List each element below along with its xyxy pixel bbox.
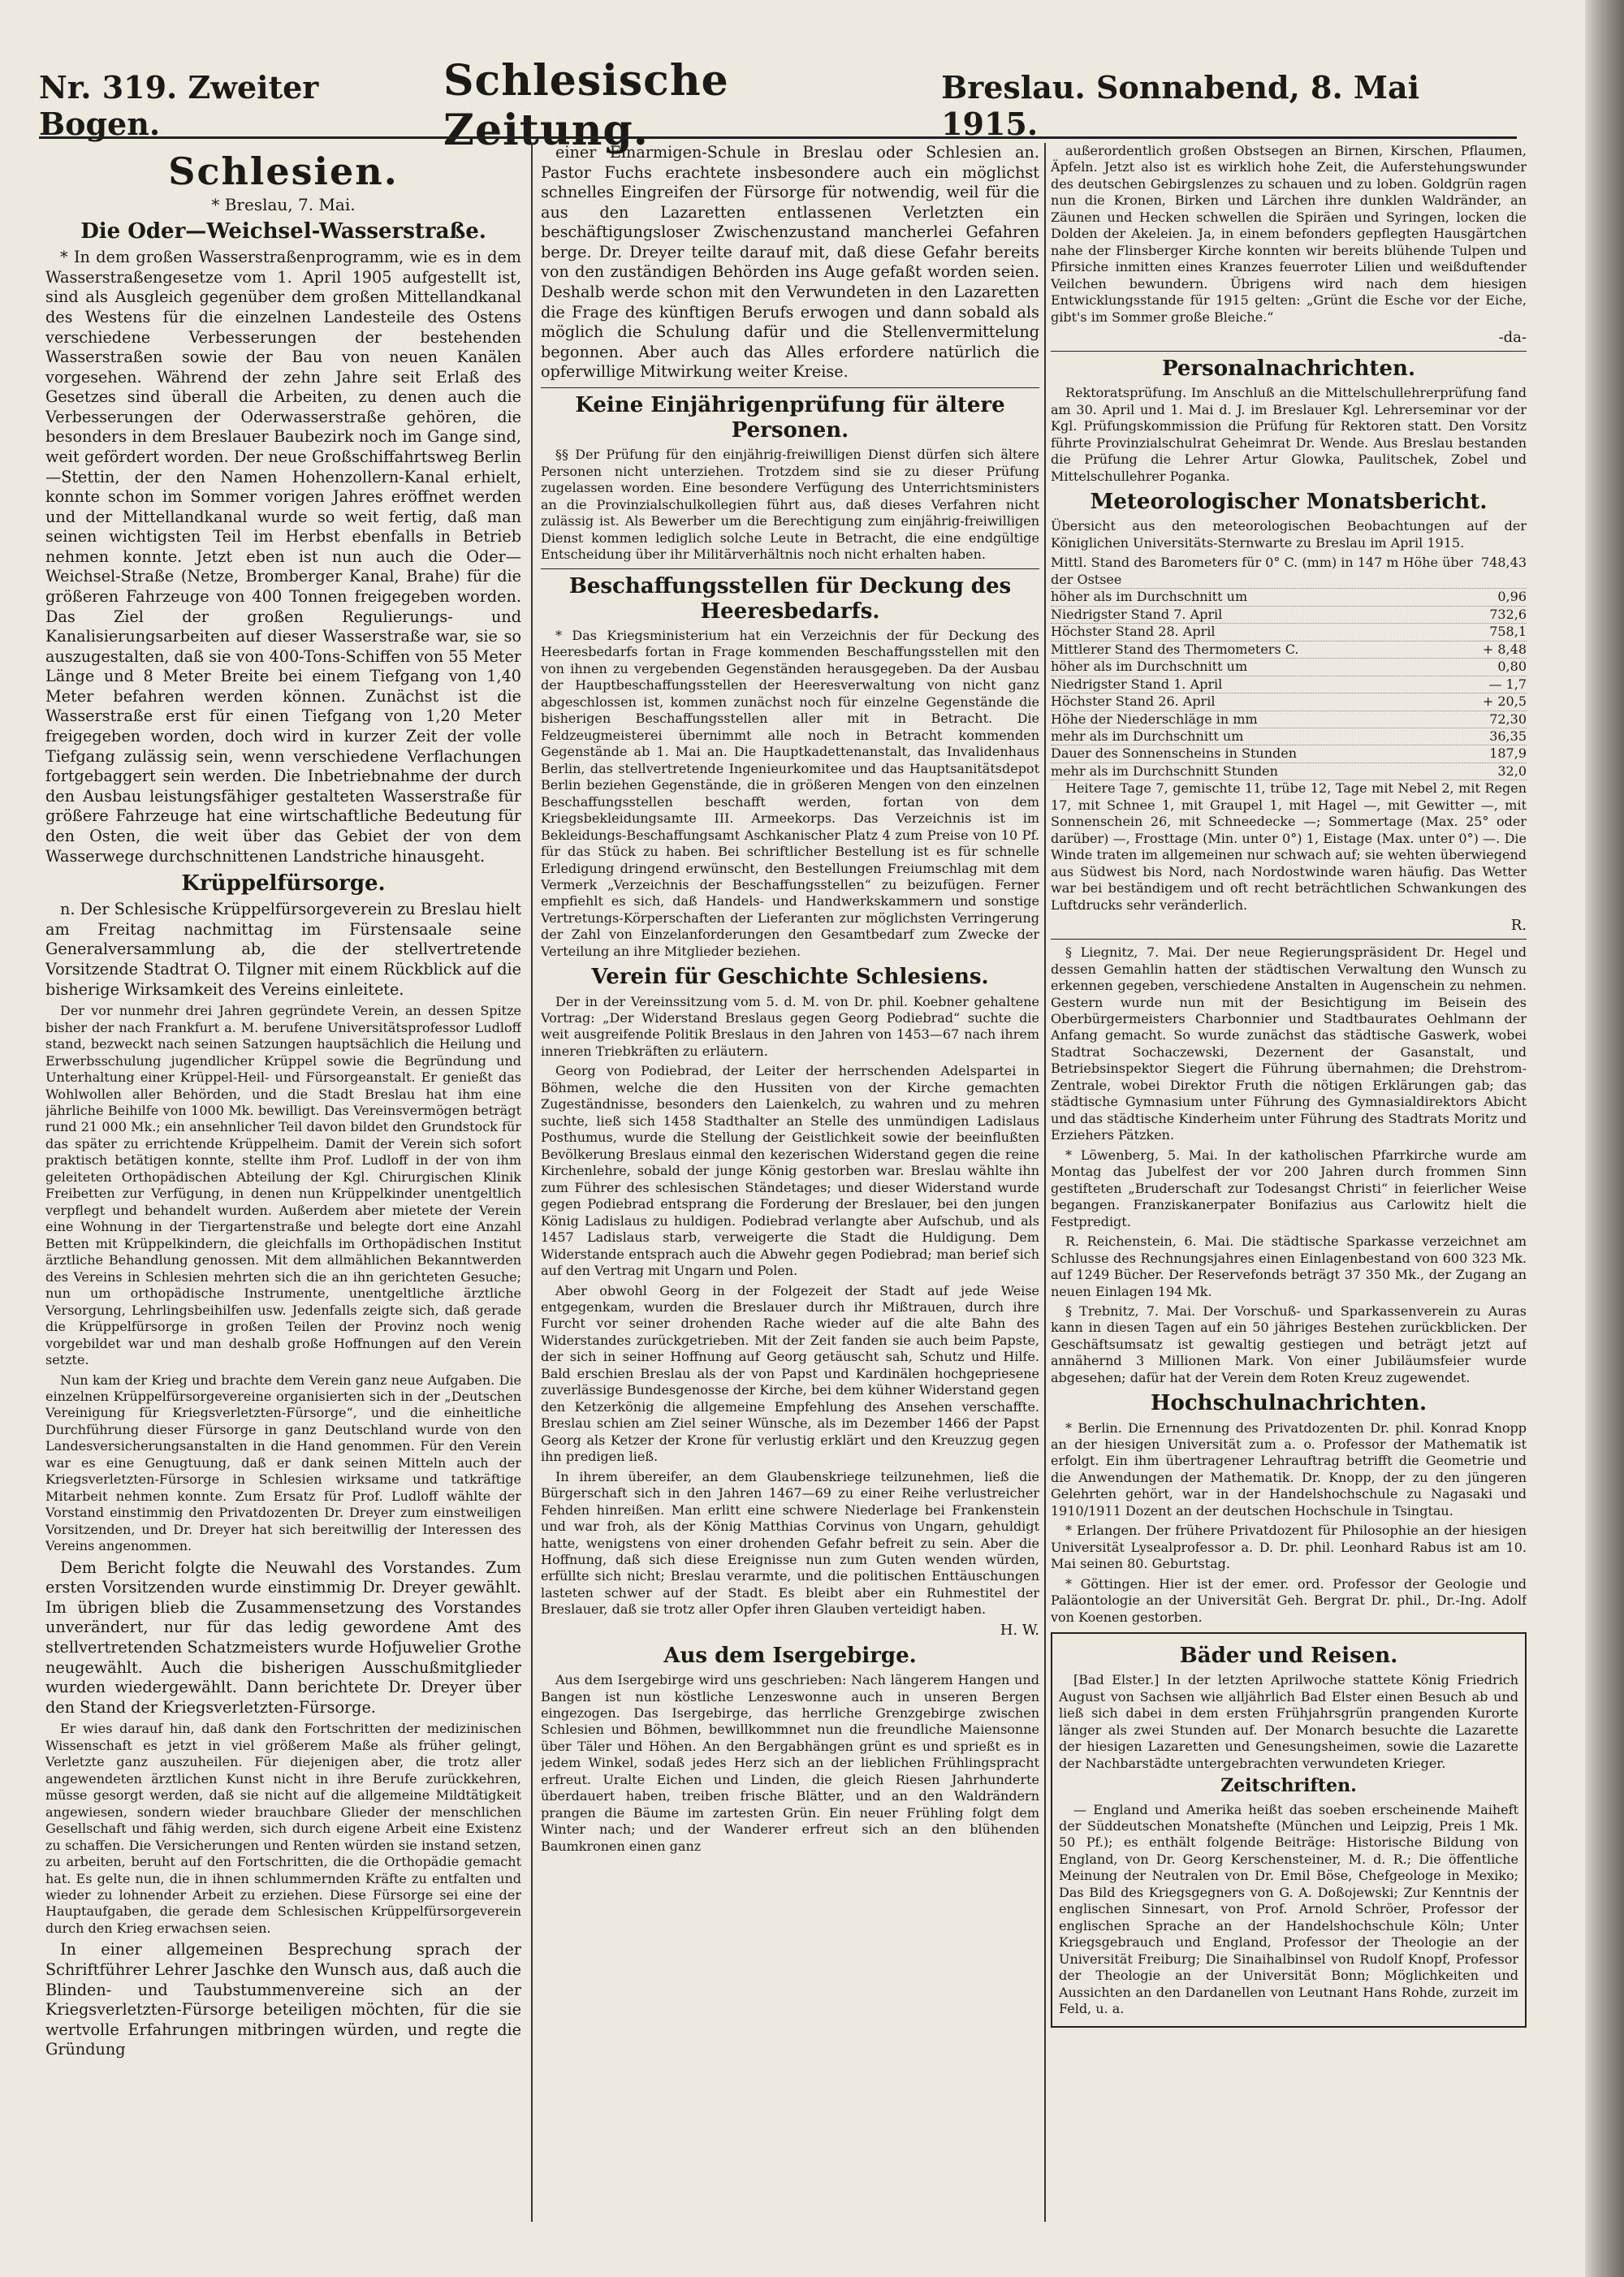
article-paragraph: R. Reichenstein, 6. Mai. Die städtische Sparkasse verzeichnet am Schlusse des Rechnungsjahres einen Einlagenbestand von 600 323 Mk. auf 1249 Bücher. Der Reservefonds beträgt 37 350 Mk., der Zugang an neuen Einlagen 194 Mk. — [1051, 1234, 1527, 1299]
weather-label: Höchster Stand 28. April — [1051, 624, 1216, 640]
article-paragraph: Aber obwohl Georg in der Folgezeit der Stadt auf jede Weise entgegenkam, wurden die Breslauer durch ihr Mißtrauen, durch ihre Furcht vor seiner drohenden Rache wieder auf die alte Bahn des Widerstandes zurückgetrieben. Mit der Zeit fanden sie auch beim Papste, der sich in seiner Hoffnung auf Georg getäuscht sah, Schutz und Hilfe. Bald erschien Breslau als der von Papst und Kardinälen hochgepriesene zuverlässige Bundesgenosse der Kirche, bei dem kühner Widerstand gegen den Ketzerkönig die allgemeine Empfehlung des Ansehen verschaffte. Breslau schien am Ziel seiner Wünsche, als im Dezember 1466 der Papst Georg als Ketzer der Krone für verlustig erklärt und den Kreuzzug gegen ihn predigen ließ. — [541, 1282, 1039, 1465]
weather-row — [1051, 693, 1527, 711]
weather-row — [1051, 555, 1527, 589]
weather-value: 748,43 — [1481, 555, 1527, 571]
weather-value: 72,30 — [1489, 711, 1527, 727]
column-divider — [1044, 143, 1046, 2222]
article-title: Aus dem Isergebirge. — [663, 1643, 917, 1668]
section-heading: Schlesien. — [168, 149, 399, 193]
weather-value: 732,6 — [1489, 606, 1527, 622]
article-title: Die Oder—Weichsel-Wasserstraße. — [80, 219, 486, 244]
weather-row — [1051, 763, 1527, 780]
weather-label: Dauer des Sonnenscheins in Stunden — [1051, 745, 1298, 762]
weather-row — [1051, 624, 1527, 641]
article-paragraph: § Liegnitz, 7. Mai. Der neue Regierungspräsident Dr. Hegel und dessen Gemahlin hatten der städtischen Verwaltung den Wunsch zu erkennen gegeben, verschiedene Anstalten in Augenschein zu nehmen. Gestern wurde nun mit der Besichtigung im Beisein des Oberbürgermeisters Charbonnier und Stadtbaurates Oehlmann der Anfang gemacht. So wurde zunächst das städtische Gaswerk, wobei Stadtrat Sochaczewski, Dezernent der Gasanstalt, und Betriebsinspektor Siegert die Führung übernahmen; die Drehstrom-Zentrale, wobei Direktor Fruth die nötigen Erklärungen gab; das städtische Gymnasium unter Führung des Gymnasialdirektors Abicht und das städtische Kinderheim unter Führung des Stadtrats Moritz und Erziehers Pätzken. — [1051, 944, 1527, 1143]
weather-label: Mittlerer Stand des Thermometers C. — [1051, 641, 1299, 657]
article-paragraph: Dem Bericht folgte die Neuwahl des Vorstandes. Zum ersten Vorsitzenden wurde einstimmig Dr. Dreyer gewählt. Im übrigen blieb die Zusammensetzung des Vorstandes unverändert, nur für das ledig gewordene Amt des stellvertretenden Schatzmeisters wurde Hofjuwelier Grothe neugewählt. Auch die bisherigen Ausschußmitglieder wurden wiedergewählt. Dann berichtete Dr. Dreyer über den Stand der Kriegsverletzten-Fürsorge. — [45, 1558, 521, 1717]
article-title: Meteorologischer Monatsbericht. — [1090, 490, 1488, 515]
article-paragraph: einer Einarmigen-Schule in Breslau oder Schlesien an. Pastor Fuchs erachtete insbesondere auch ein möglichst schnelles Eingreifen der Fürsorge für notwendig, weil für die aus den Lazaretten entlassenen Verletzten ein beschäftigungsloser Zwischenzustand mancherlei Gefahren berge. Dr. Dreyer teilte darauf mit, daß diese Gefahr bereits von den zuständigen Behörden ins Auge gefaßt worden seien. Deshalb werde schon mit den Verwundeten in den Lazaretten die Frage des künftigen Berufs erwogen und dann sobald als möglich die Schulung dafür und die Stellenvermittelung begonnen. Aber auch das Alles erfordere natürlich die opferwillige Mitwirkung weiter Kreise. — [541, 143, 1039, 382]
issue-number: Nr. 319. Zweiter Bogen. — [39, 69, 319, 142]
book-spine — [1585, 0, 1624, 2277]
weather-row — [1051, 745, 1527, 763]
weather-value: + 20,5 — [1482, 693, 1527, 710]
article-paragraph: * Göttingen. Hier ist der emer. ord. Professor der Geologie und Paläontologie an der Universität Geh. Bergrat Dr. phil., Dr.-Ing. Adolf von Koenen gestorben. — [1051, 1575, 1527, 1625]
article-title: Krüppelfürsorge. — [181, 871, 386, 897]
weather-row — [1051, 607, 1527, 624]
article-paragraph: * Löwenberg, 5. Mai. In der katholischen Pfarrkirche wurde am Montag das Jubelfest der vor 200 Jahren durch frommen Sinn gestifteten „Bruderschaft zur Todesangst Christi“ in feierlicher Weise begangen. Franziskanerpater Bonifazius aus Carlowitz hielt die Festpredigt. — [1051, 1147, 1527, 1229]
article-title: Bäder und Reisen. — [1179, 1644, 1398, 1669]
weather-row — [1051, 589, 1527, 606]
article-divider — [1051, 351, 1527, 352]
article-paragraph: — England und Amerika heißt das soeben erscheinende Maiheft der Süddeutschen Monatshefte (München und Leipzig, Preis 1 Mk. 50 Pf.); es enthält folgende Beiträge: Historische Bildung von England, von Dr. Georg Kerschensteiner, M. d. R.; Die öffentliche Meinung der Neutralen von Dr. Emil Böse, Chefgeologe in Mexiko; Das Bild des Kriegsgegners von G. A. Doßojewski; Zur Kenntnis der englischen Sinnesart, von Prof. Arnold Schröer, Professor der englischen Sprache an der Handelshochschule Köln; Unter Kriegsgebrauch und England, Professor der Theologie an der Universität Freiburg; Die Sinaihalbinsel von Rudolf Knopf, Professor der Theologie an der Universität Bonn; Möglichkeiten und Aussichten an den Dardanellen von Leutnant Hans Rohde, zurzeit im Feld, u. a. — [1059, 1801, 1518, 2017]
article-title: Verein für Geschichte Schlesiens. — [591, 965, 989, 990]
weather-intro: Übersicht aus den meteorologischen Beobachtungen auf der Königlichen Universitäts-Sternwarte zu Breslau im April 1915. — [1051, 518, 1527, 551]
weather-row — [1051, 728, 1527, 745]
column-2 — [541, 143, 1039, 2214]
author-signature: R. — [1510, 917, 1527, 935]
weather-report — [1051, 518, 1527, 780]
weather-label: höher als im Durchschnitt um — [1051, 659, 1248, 675]
weather-label: Niedrigster Stand 7. April — [1051, 606, 1223, 622]
weather-value: + 8,48 — [1482, 641, 1527, 657]
article-subtitle: Zeitschriften. — [1220, 1775, 1357, 1797]
article-divider — [541, 568, 1039, 569]
weather-label: Höchster Stand 26. April — [1051, 693, 1216, 710]
weather-label: Niedrigster Stand 1. April — [1051, 676, 1223, 692]
author-signature: -da- — [1498, 329, 1527, 347]
weather-value: 0,96 — [1497, 589, 1527, 605]
article-paragraph: Rektoratsprüfung. Im Anschluß an die Mittelschullehrerprüfung fand am 30. April und 1. Mai d. J. im Breslauer Kgl. Lehrerseminar vor der Kgl. Prüfungskommission die Prüfung für Rektoren statt. Den Vorsitz führte Provinzialschulrat Geheimrat Dr. Wende. Aus Breslau bestanden die Prüfung die Lehrer Artur Glowka, Paulitschek, Zobel und Mittelschullehrer Poganka. — [1051, 385, 1527, 484]
weather-row — [1051, 711, 1527, 728]
article-paragraph: In ihrem übereifer, an dem Glaubenskriege teilzunehmen, ließ die Bürgerschaft sich in den Jahren 1467—69 zu einer Reihe verlustreicher Fehden hinreißen. Man erlitt eine schwere Niederlage bei Frankenstein und war froh, als der König Matthias Corvinus von Ungarn, gehuldigt hatte, wenigstens von einer drohenden Gefahr befreit zu sein. Aber die Hoffnung, daß sich diese Ereignisse nun zum Guten wenden würden, erfüllte sich nicht; Breslau verarmte, und die politischen Enttäuschungen lasteten schwer auf der Stadt. Es bleibt aber ein Ruhmestitel der Breslauer, daß sie trotz aller Opfer ihren Glauben verteidigt haben. — [541, 1468, 1039, 1618]
article-paragraph: Georg von Podiebrad, der Leiter der herrschenden Adelspartei in Böhmen, welche die den Hussiten von der Kirche gemachten Zugeständnisse, besonders den Laienkelch, zu wahren und zu mehren suchte, ließ sich 1458 Stadthalter an Stelle des unmündigen Ladislaus Posthumus, wurde die Stellung der Geistlichkeit sowie der beeinflußten Bevölkerung Breslaus einmal den kezerischen Widerstand gegen die reine Kirchenlehre, sobald der junge König gestorben war. Breslau wählte ihn zum Führer des schlesischen Ständetages; und dieser Widerstand wurde gegen Podiebrad entsprang die Forderung der Breslauer, bei den jungen König Ladislaus zu huldigen. Podiebrad verlangte aber Aufschub, und als 1457 Ladislaus starb, verweigerte die Stadt die Huldigung. Dem Widerstande entsprach auch die Abwehr gegen Podiebrad; man berief sich auf den Vertrag mit Ungarn und Polen. — [541, 1063, 1039, 1279]
article-title: Keine Einjährigenprüfung für ältere Personen. — [575, 392, 1005, 443]
article-title: Personalnachrichten. — [1162, 356, 1415, 382]
article-paragraph: Heitere Tage 7, gemischte 11, trübe 12, Tage mit Nebel 2, mit Regen 17, mit Schnee 1, mit Graupel 1, mit Hagel —, mit Gewitter —, mit Sonnenschein 26, mit Schneedecke —; Sommertage (Max. 25° oder darüber) —, Frosttage (Min. unter 0°) 1, Eistage (Max. unter 0°) —. Die Winde traten im allgemeinen nur schwach auf; sie wehten überwiegend aus Südwest bis Nord, nach Nordostwinde waren häufig. Das Wetter war bei beständigem und oft recht beträchtlichen Schwankungen des Luftdrucks sehr veränderlich. — [1051, 780, 1527, 913]
weather-value: — 1,7 — [1488, 676, 1527, 692]
article-paragraph: * Berlin. Die Ernennung des Privatdozenten Dr. phil. Konrad Knopp an der hiesigen Universität zum a. o. Professor der Mathematik ist erfolgt. Ein ihm übertragener Lehrauftrag betrifft die Geometrie und die Anwendungen der Mathematik. Dr. Knopp, der zu den jüngeren Gelehrten gehört, war in der Handelshochschule zu Nagasaki und 1910/1911 Dozent an der deutschen Hochschule in Tsingtau. — [1051, 1419, 1527, 1519]
article-paragraph: In einer allgemeinen Besprechung sprach der Schriftführer Lehrer Jaschke den Wunsch aus, daß auch die Blinden- und Taubstummenvereine sich an der Kriegsverletzten-Fürsorge beteiligen möchten, für die sie wertvolle Erfahrungen mitbringen würden, und regte die Gründung — [45, 1940, 521, 2059]
column-3 — [1051, 143, 1527, 2214]
column-divider — [531, 143, 533, 2222]
weather-row — [1051, 642, 1527, 659]
article-paragraph: * Erlangen. Der frühere Privatdozent für Philosophie an der hiesigen Universität Lysealprofessor a. D. Dr. phil. Leonhard Rabus ist am 10. Mai seinen 80. Geburtstag. — [1051, 1523, 1527, 1572]
weather-row — [1051, 659, 1527, 676]
author-signature: H. W. — [1000, 1621, 1039, 1639]
article-divider — [541, 387, 1039, 388]
weather-label: mehr als im Durchschnitt Stunden — [1051, 763, 1278, 779]
weather-label: Höhe der Niederschläge in mm — [1051, 711, 1258, 727]
newspaper-title: Schlesische Zeitung. — [443, 56, 729, 155]
weather-label: mehr als im Durchschnitt um — [1051, 728, 1244, 744]
article-divider — [1051, 939, 1527, 940]
article-paragraph: * Das Kriegsministerium hat ein Verzeichnis der für Deckung des Heeresbedarfs fortan in Frage kommenden Beschaffungsstellen mit den von ihnen zu vergebenden Gegenständen herausgegeben. Da der Ausbau der Hauptbeschaffungsstellen der Heeresverwaltung von nicht ganz abgeschlossen ist, kommen zunächst noch für einzelne Gegenstände die bisherigen Beschaffungsstellen aller mit in Betracht. Die Feldzeugmeisterei übernimmt alle noch in Betracht kommenden Gegenstände ab 1. Mai an. Die Hauptkadettenanstalt, das Invalidenhaus Berlin, das stellvertretende Ingenieurkomitee und das Hauptsanitätsdepot Berlin beziehen Gegenstände, die in größeren Mengen von den einzelnen Beschaffungsstellen beschafft werden, fortan von dem Kriegsbekleidungsamte III. Armeekorps. Das Verzeichnis ist im Bekleidungs-Beschaffungsamt Aschkanischer Platz 4 zum Preise von 10 Pf. für das Stück zu haben. Bei schriftlicher Bestellung ist es für schnelle Erledigung dringend erwünscht, den Bestellungen Freiumschlag mit dem Vermerk „Verzeichnis der Beschaffungsstellen“ zu beizufügen. Ferner empfiehlt es sich, daß Handels- und Handwerkskammern und sonstige Vertretungs-Körperschaften der Lieferanten zur möglichsten Verringerung der Zahl von Einzelanforderungen den Gesamtbedarf zum Zwecke der Verteilung an ihre Mitglieder beziehen. — [541, 627, 1039, 959]
article-paragraph: Aus dem Isergebirge wird uns geschrieben: Nach längerem Hangen und Bangen ist nun köstliche Lenzeswonne auch in unseren Bergen eingezogen. Das Isergebirge, das herrliche Grenzgebirge zwischen Schlesien und Böhmen, bewillkommnet nun die freundliche Maiensonne über Täler und Höhen. An den Bergabhängen grünt es und sprießt es in jedem Winkel, sodaß jedes Herz sich an der lieblichen Frühlingspracht erfreut. Uralte Eichen und Linden, die gleich Riesen Jahrhunderte überdauert haben, treiben frische Blätter, und an den Waldrändern prangen die Bäume im zartesten Grün. Ein neuer Frühling folgt dem Winter nach; und der Wanderer erfreut sich an den blühenden Baumkronen einen ganz — [541, 1672, 1039, 1854]
weather-label: höher als im Durchschnitt um — [1051, 589, 1248, 605]
weather-label: Mittl. Stand des Barometers für 0° C. (mm) in 147 m Höhe über der Ostsee — [1051, 555, 1473, 587]
article-paragraph: Der in der Vereinssitzung vom 5. d. M. von Dr. phil. Koebner gehaltene Vortrag: „Der Widerstand Breslaus gegen Georg Podiebrad“ suchte die weit ausgreifende Politik Breslaus in den Jahren von 1453—67 nach ihrem inneren Triebkräften zu erläutern. — [541, 993, 1039, 1059]
article-paragraph: §§ Der Prüfung für den einjährig-freiwilligen Dienst dürfen sich ältere Personen nicht unterziehen. Trotzdem sind sie zu dieser Prüfung zugelassen worden. Eine besondere Verfügung des Unterrichtsministers an die Provinzialschulkollegien führt aus, daß dieses Verfahren nicht zulässig ist. Als Bewerber um die Berechtigung zum einjährig-freiwilligen Dienst kommen lediglich solche Leute in Betracht, die eine endgültige Entscheidung über ihr Militärverhältnis noch nicht erhalten haben. — [541, 447, 1039, 563]
article-paragraph: * In dem großen Wasserstraßenprogramm, wie es in dem Wasserstraßengesetze vom 1. April 1905 aufgestellt ist, sind als Ausgleich gegenüber dem großen Mittellandkanal des Westens für die einzelnen Landesteile des Ostens verschiedene Verbesserungen der bestehenden Wasserstraßen sowie der Bau von neuen Kanälen vorgesehen. Während der zehn Jahre seit Erlaß des Gesetzes sind überall die Arbeiten, zu denen auch die Verbesserungen der Oderwasserstraße gehören, die besonders in dem Breslauer Baubezirk noch im Gange sind, weit gefördert worden. Der neue Großschiffahrtsweg Berlin—Stettin, der den Namen Hohenzollern-Kanal erhielt, konnte schon im Sommer vorigen Jahres eröffnet werden und der Mittellandkanal wurde so weit fertig, daß man seinen wichtigsten Teil im Herbst ebenfalls in Betrieb nehmen konnte. Jetzt eben ist nun auch die Oder—Weichsel-Straße (Netze, Bromberger Kanal, Brahe) für die größeren Fahrzeuge von 400 Tonnen freigegeben worden. Das Ziel der großen Regulierungs- und Kanalisierungsarbeiten auf dieser Wasserstraße war, sie so auszugestalten, daß sie von 400-Tons-Schiffen von 55 Meter Länge und 8 Meter Breite bei einem Tiefgang von 1,40 Meter befahren werden können. Zunächst ist die Wasserstraße erst für einen Tiefgang von 1,20 Meter freigegeben worden, doch wird in kurzer Zeit der volle Tiefgang zulässig sein, wenn verschiedene Verflachungen fortgebaggert sein werden. Die Inbetriebnahme der durch den Ausbau leistungsfähiger gestalteten Wasserstraße für größere Fahrzeuge hat eine wirtschaftliche Bedeutung für den Osten, die weit über das Gebiet der von dem Wasserwege durchschnittenen Landstriche hinausgeht. — [45, 248, 521, 866]
dateline: * Breslau, 7. Mai. — [211, 195, 356, 214]
article-paragraph: Er wies darauf hin, daß dank den Fortschritten der medizinischen Wissenschaft es jetzt in viel größerem Maße als früher gelingt, Verletzte ganz auszuheilen. Für diejenigen aber, die trotz aller angewendeten ärztlichen Kunst nicht in ihre Berufe zurückkehren, müsse gesorgt werden, daß sie nicht auf die allgemeine Mildtätigkeit angewiesen, sondern wieder brauchbare Glieder der menschlichen Gesellschaft und fähig werden, sich durch eigene Arbeit eine Existenz zu schaffen. Die Versicherungen und Renten würden sie instand setzen, zu arbeiten, beruht auf den Fortschritten, die die Orthopädie gemacht hat. Es gelte nun, die in ihnen schlummernden Kräfte zu entfalten und wieder zu lohnender Arbeit zu erziehen. Diese Fürsorge sei eine der Hauptaufgaben, die gerade dem Schlesischen Krüppelfürsorgeverein durch den Krieg erwachsen seien. — [45, 1721, 521, 1936]
column-1 — [45, 143, 521, 2214]
weather-value: 36,35 — [1489, 728, 1527, 744]
article-title: Beschaffungsstellen für Deckung des Heeresbedarfs. — [568, 573, 1012, 624]
article-paragraph: § Trebnitz, 7. Mai. Der Vorschuß- und Sparkassenverein zu Auras kann in diesen Tagen auf ein 50 jähriges Bestehen zurückblicken. Der Geschäftsumsatz ist gewaltig gestiegen und beträgt jetzt auf annähernd 3 Millionen Mark. Von einer Jubiläumsfeier wurde abgesehen; dafür hat der Verein dem Roten Kreuz zugewendet. — [1051, 1303, 1527, 1385]
article-paragraph: Der vor nunmehr drei Jahren gegründete Verein, an dessen Spitze bisher der nach Frankfurt a. M. berufene Universitätsprofessor Ludloff stand, bezweckt nach seinen Satzungen hauptsächlich die Heilung und Erwerbsschulung jugendlicher Krüppel sowie die Begründung und Unterhaltung einer Krüppel-Heil- und Fürsorgeanstalt. Er genießt das Wohlwollen aller Behörden, und die Stadt Breslau hat ihm eine jährliche Beihilfe von 1000 Mk. bewilligt. Das Vereinsvermögen beträgt rund 21 000 Mk.; ein ansehnlicher Teil davon bildet den Grundstock für das später zu errichtende Krüppelheim. Damit der Verein sich sofort praktisch betätigen konnte, stellte ihm Prof. Ludloff in der von ihm geleiteten Orthopädischen Abteilung der Kgl. Chirurgischen Klinik Freibetten zur Verfügung, in denen nun Krüppelkinder unentgeltlich verpflegt und behandelt wurden. Außerdem aber mietete der Verein eine Wohnung in der Tiergartenstraße und belegte dort eine Anzahl Betten mit Krüppelkindern, die gleichfalls im Orthopädischen Institut ärztliche Behandlung genossen. Mit dem allmählichen Bekanntwerden des Vereins in Schlesien mehrten sich die an ihn gerichteten Gesuche; nun um orthopädische Instrumente, unentgeltliche ärztliche Versorgung, Lehrlingsbeihilfen usw. Jedenfalls zeigte sich, daß gerade die Krüppelfürsorge in großen Teilen der Provinz noch wenig vorgebildet war und man deshalb große Hoffnungen auf den Verein setzte. — [45, 1003, 521, 1368]
weather-row — [1051, 676, 1527, 693]
weather-value: 187,9 — [1489, 745, 1527, 762]
weather-value: 758,1 — [1489, 624, 1527, 640]
weather-value: 0,80 — [1497, 659, 1527, 675]
weather-value: 32,0 — [1497, 763, 1527, 779]
masthead — [39, 56, 1517, 155]
article-paragraph: außerordentlich großen Obstsegen an Birnen, Kirschen, Pflaumen, Äpfeln. Jetzt also ist es wirklich hohe Zeit, die Auferstehungswunder des deutschen Gebirgslenzes zu schauen und zu loben. Goldgrün ragen nun die Kronen, Birken und Lärchen ihre dunklen Waldränder, an Zäunen und Hecken schwellen die Spiräen und Syringen, locken die Dolden der Akeleien. Ja, in einem befonders gepflegten Hausgärtchen nahe der Flinsberger Kirche konnten wir bereits blühende Tulpen und Pfirsiche inmitten eines Kranzes feuerroter Lilien und weißduftender Veilchen bewundern. Übrigens wird nach dem hiesigen Entwicklungsstande für 1915 gelten: „Grünt die Esche vor der Eiche, gibt's im Sommer große Bleiche.“ — [1051, 143, 1527, 325]
article-paragraph: n. Der Schlesische Krüppelfürsorgeverein zu Breslau hielt am Freitag nachmittag im Fürstensaale seine Generalversammlung ab, die der stellvertretende Vorsitzende Stadtrat O. Tilgner mit einem Rückblick auf die bisherige Wirksamkeit des Vereins einleitete. — [45, 900, 521, 999]
masthead-rule — [39, 136, 1517, 139]
article-paragraph: Nun kam der Krieg und brachte dem Verein ganz neue Aufgaben. Die einzelnen Krüppelfürsorgevereine organisierten sich in der „Deutschen Vereinigung für Kriegsverletzten-Fürsorge“, und die einheitliche Durchführung dieser Fürsorge in ganz Deutschland wurde von den Landesversicherungsanstalten in die Hand genommen. Für den Verein war es eine Genugtuung, daß er dank seinen Mitteln auch der Kriegsverletzten-Fürsorge in Schlesien wirksame und tatkräftige Mitarbeit nehmen konnte. Zum Ersatz für Prof. Ludloff wählte der Vorstand einstimmig den Privatdozenten Dr. Dreyer zum einstweiligen Vorsitzenden, und Dr. Dreyer hat sich bereitwillig der Interessen des Vereins angenommen. — [45, 1372, 521, 1554]
article-title: Hochschulnachrichten. — [1150, 1391, 1427, 1416]
travel-box — [1051, 1632, 1527, 2027]
issue-date: Breslau. Sonnabend, 8. Mai 1915. — [941, 69, 1420, 142]
article-paragraph: [Bad Elster.] In der letzten Aprilwoche stattete König Friedrich August von Sachsen wie alljährlich Bad Elster einen Besuch ab und ließ sich dabei in dem ersten Frühjahrsgrün prangenden Kurorte länger als zwei Stunden auf. Der Monarch besuchte die Lazarette der hiesigen Lazaretten und Genesungsheimen, sowie die Lazarette der Nachbarstädte untergebrachten verwundeten Krieger. — [1059, 1672, 1518, 1771]
